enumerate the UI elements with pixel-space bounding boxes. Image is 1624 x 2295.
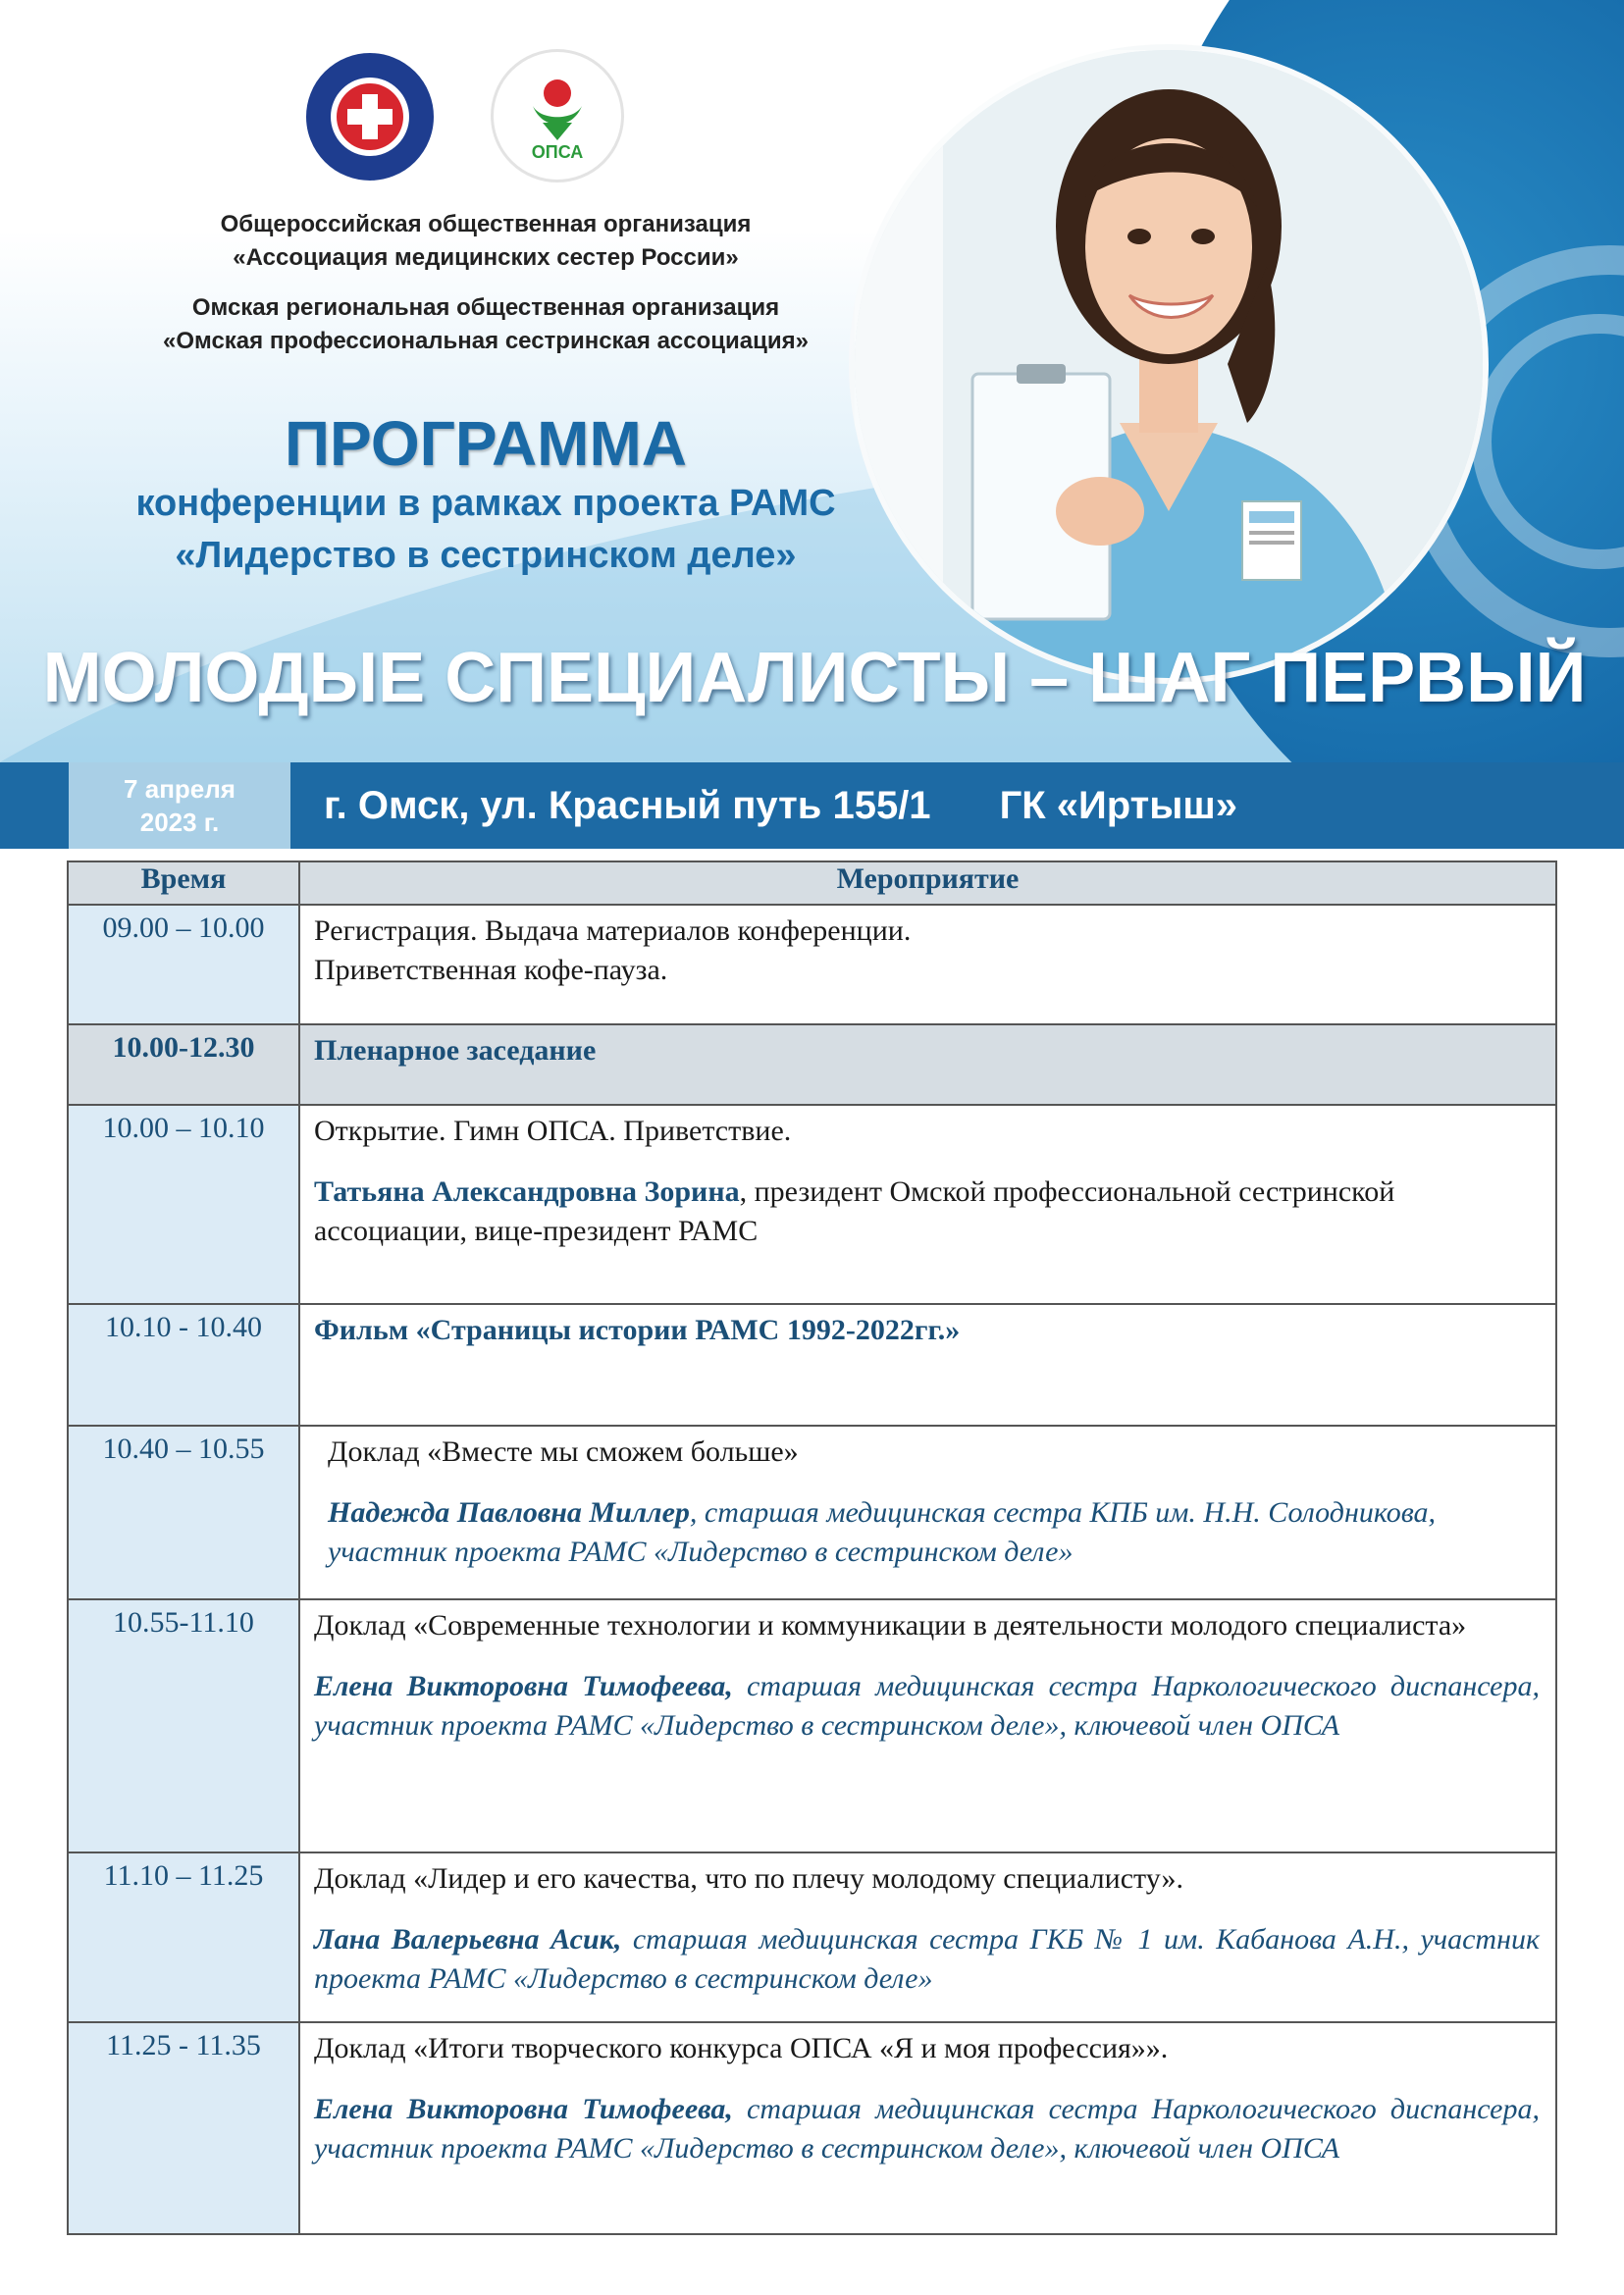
org1-line1: Общероссийская общественная организация [220,211,752,237]
speaker-block [328,1493,1540,1572]
speaker-block [314,1667,1540,1746]
table-row-plenary [68,1024,1556,1105]
speaker-block [314,1173,1540,1251]
speaker-info: старшая медицинская сестра Наркологического диспансера, участник проекта РАМС «Лидерство в сестринском деле», ключевой член ОПСА [314,1670,1541,1742]
address: г. Омск, ул. Красный путь 155/1 [324,783,931,827]
poster-header [0,0,1624,765]
col-event-header: Мероприятие [299,861,1556,905]
nurse-photo [849,44,1489,684]
date-box [69,762,290,849]
row-event-title: Фильм «Страницы истории РАМС 1992-2022гг.» [299,1304,1556,1426]
speaker-name: Лана Валерьевна Асик, [314,1923,622,1956]
event-line: Доклад «Современные технологии и коммуникации в деятельности молодого специалиста» [314,1609,1467,1642]
table-row [68,905,1556,1024]
speaker-name: Надежда Павловна Миллер [328,1496,690,1529]
speaker-name: Елена Викторовна Тимофеева, [314,2093,733,2125]
opsa-logo [491,49,624,183]
row-time: 11.25 - 11.35 [68,2022,299,2234]
rams-logo [302,49,438,184]
org1-line2: «Ассоциация медицинских сестер России» [233,244,739,271]
speaker-info: , президент Омской профессиональной сестринской ассоциации, вице-президент РАМС [314,1175,1395,1247]
event-line: Доклад «Лидер и его качества, что по плечу молодому специалисту». [314,1862,1183,1895]
row-time: 10.00-12.30 [68,1024,299,1105]
event-line: Открытие. Гимн ОПСА. Приветствие. [314,1115,792,1147]
row-time: 10.40 – 10.55 [68,1426,299,1599]
table-row [68,1852,1556,2022]
row-event-title: Пленарное заседание [299,1024,1556,1105]
speaker-name: Елена Викторовна Тимофеева, [314,1670,733,1702]
row-time: 10.00 – 10.10 [68,1105,299,1304]
event-line: Доклад «Вместе мы сможем больше» [328,1435,799,1468]
row-time: 09.00 – 10.00 [68,905,299,1024]
speaker-info: старшая медицинская сестра ГКБ № 1 им. Кабанова А.Н., участник проекта РАМС «Лидерство в сестринском деле» [314,1923,1540,1995]
org2-line1: Омская региональная общественная организация [191,294,780,321]
program-subtitle-1: конференции в рамках проекта РАМС [135,483,836,524]
org2 [79,291,893,358]
table-row [68,1304,1556,1426]
event-line: Регистрация. Выдача материалов конференции. [314,914,912,947]
event-line: Доклад «Итоги творческого конкурса ОПСА «Я и моя профессия»». [314,2032,1169,2064]
program-title: ПРОГРАММА [284,408,688,479]
program-table [67,861,1557,2235]
location [324,762,1237,849]
speaker-block [314,1920,1540,1999]
table-row [68,1426,1556,1599]
org2-line2: «Омская профессиональная сестринская ассоциация» [162,328,810,354]
speaker-info: старшая медицинская сестра Наркологического диспансера, участник проекта РАМС «Лидерство в сестринском деле», ключевой член ОПСА [314,2093,1541,2165]
svg-text:ОПСА: ОПСА [531,142,584,162]
row-time: 10.10 - 10.40 [68,1304,299,1426]
org1 [79,208,893,275]
speaker-name: Татьяна Александровна Зорина [314,1175,740,1208]
row-event [299,1105,1556,1304]
program-subtitle-2: «Лидерство в сестринском деле» [175,535,797,576]
row-event [299,905,1556,1024]
table-row [68,1105,1556,1304]
table-header-row [68,861,1556,905]
row-time: 11.10 – 11.25 [68,1852,299,2022]
nurse-illustration [855,50,1483,678]
venue: ГК «Иртыш» [999,783,1238,827]
row-event [299,2022,1556,2234]
rams-cross-icon [316,63,424,171]
table-row [68,1599,1556,1852]
event-line: Приветственная кофе-пауза. [314,954,668,986]
row-time: 10.55-11.10 [68,1599,299,1852]
row-event [299,1852,1556,2022]
row-event [299,1599,1556,1852]
date-line-2: 2023 г. [139,808,220,837]
table-row [68,2022,1556,2234]
opsa-emblem-icon [503,62,611,170]
col-time-header: Время [68,861,299,905]
row-event [299,1426,1556,1599]
speaker-block [314,2090,1540,2168]
speaker-info: , старшая медицинская сестра КПБ им. Н.Н. Солодникова, участник проекта РАМС «Лидерство в сестринском деле» [328,1496,1437,1568]
date-line-1: 7 апреля [124,774,236,804]
main-title: МОЛОДЫЕ СПЕЦИАЛИСТЫ – ШАГ ПЕРВЫЙ [42,639,1587,717]
